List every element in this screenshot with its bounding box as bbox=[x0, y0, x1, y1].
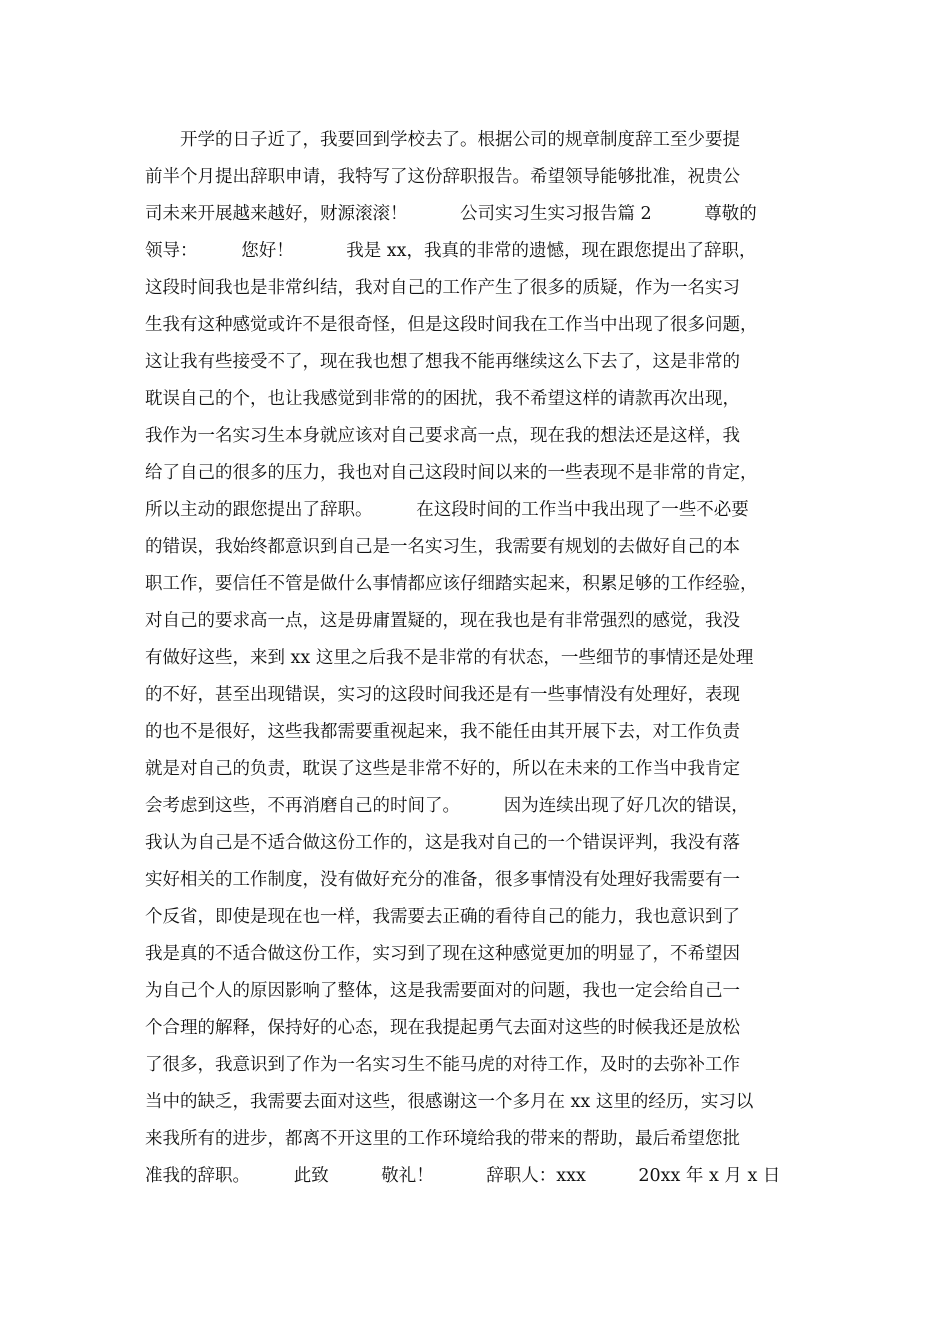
text-line: 耽误自己的个，也让我感觉到非常的的困扰，我不希望这样的请款再次出现， bbox=[145, 389, 740, 409]
text-line: 个合理的解释，保持好的心态，现在我提起勇气去面对这些的时候我还是放松 bbox=[145, 1018, 740, 1038]
text-line: 我是真的不适合做这份工作，实习到了现在这种感觉更加的明显了，不希望因 bbox=[145, 944, 740, 964]
document-body bbox=[145, 122, 815, 1195]
text-line: 生我有这种感觉或许不是很奇怪，但是这段时间我在工作当中出现了很多问题， bbox=[145, 315, 758, 335]
text-line: 我认为自己是不适合做这份工作的，这是我对自己的一个错误评判，我没有落 bbox=[145, 833, 740, 853]
text-line: 的错误，我始终都意识到自己是一名实习生，我需要有规划的去做好自己的本 bbox=[145, 537, 740, 557]
text-line: 开学的日子近了，我要回到学校去了。根据公司的规章制度辞工至少要提 bbox=[145, 130, 740, 150]
text-line: 来我所有的进步，都离不开这里的工作环境给我的带来的帮助，最后希望您批 bbox=[145, 1129, 740, 1149]
text-line: 这让我有些接受不了，现在我也想了想我不能再继续这么下去了，这是非常的 bbox=[145, 352, 740, 372]
text-line: 有做好这些，来到 xx 这里之后我不是非常的有状态，一些细节的事情还是处理 bbox=[145, 648, 754, 668]
text-line: 司未来开展越来越好，财源滚滚！ 公司实习生实习报告篇 2 尊敬的 bbox=[145, 204, 757, 224]
text-line: 就是对自己的负责，耽误了这些是非常不好的，所以在未来的工作当中我肯定 bbox=[145, 759, 740, 779]
text-line: 对自己的要求高一点，这是毋庸置疑的，现在我也是有非常强烈的感觉，我没 bbox=[145, 611, 740, 631]
text-line: 职工作，要信任不管是做什么事情都应该仔细踏实起来，积累足够的工作经验， bbox=[145, 574, 758, 594]
text-line: 的也不是很好，这些我都需要重视起来，我不能任由其开展下去，对工作负责 bbox=[145, 722, 740, 742]
text-line: 个反省，即使是现在也一样，我需要去正确的看待自己的能力，我也意识到了 bbox=[145, 907, 740, 927]
text-line: 的不好，甚至出现错误，实习的这段时间我还是有一些事情没有处理好，表现 bbox=[145, 685, 740, 705]
text-line: 会考虑到这些，不再消磨自己的时间了。 因为连续出现了好几次的错误， bbox=[145, 796, 749, 816]
text-line: 领导： 您好！ 我是 xx，我真的非常的遗憾，现在跟您提出了辞职， bbox=[145, 241, 757, 261]
text-line: 这段时间我也是非常纠结，我对自己的工作产生了很多的质疑，作为一名实习 bbox=[145, 278, 740, 298]
text-line: 给了自己的很多的压力，我也对自己这段时间以来的一些表现不是非常的肯定， bbox=[145, 463, 758, 483]
text-line: 为自己个人的原因影响了整体，这是我需要面对的问题，我也一定会给自己一 bbox=[145, 981, 740, 1001]
text-line: 实好相关的工作制度，没有做好充分的准备，很多事情没有处理好我需要有一 bbox=[145, 870, 740, 890]
text-line: 我作为一名实习生本身就应该对自己要求高一点，现在我的想法还是这样，我 bbox=[145, 426, 740, 446]
text-line: 所以主动的跟您提出了辞职。 在这段时间的工作当中我出现了一些不必要 bbox=[145, 500, 749, 520]
text-line: 准我的辞职。 此致 敬礼！ 辞职人：xxx 20xx 年 x 月 x 日 bbox=[145, 1166, 781, 1186]
text-line: 当中的缺乏，我需要去面对这些，很感谢这一个多月在 xx 这里的经历，实习以 bbox=[145, 1092, 754, 1112]
text-line: 前半个月提出辞职申请，我特写了这份辞职报告。希望领导能够批准，祝贵公 bbox=[145, 167, 740, 187]
text-line: 了很多，我意识到了作为一名实习生不能马虎的对待工作，及时的去弥补工作 bbox=[145, 1055, 740, 1075]
